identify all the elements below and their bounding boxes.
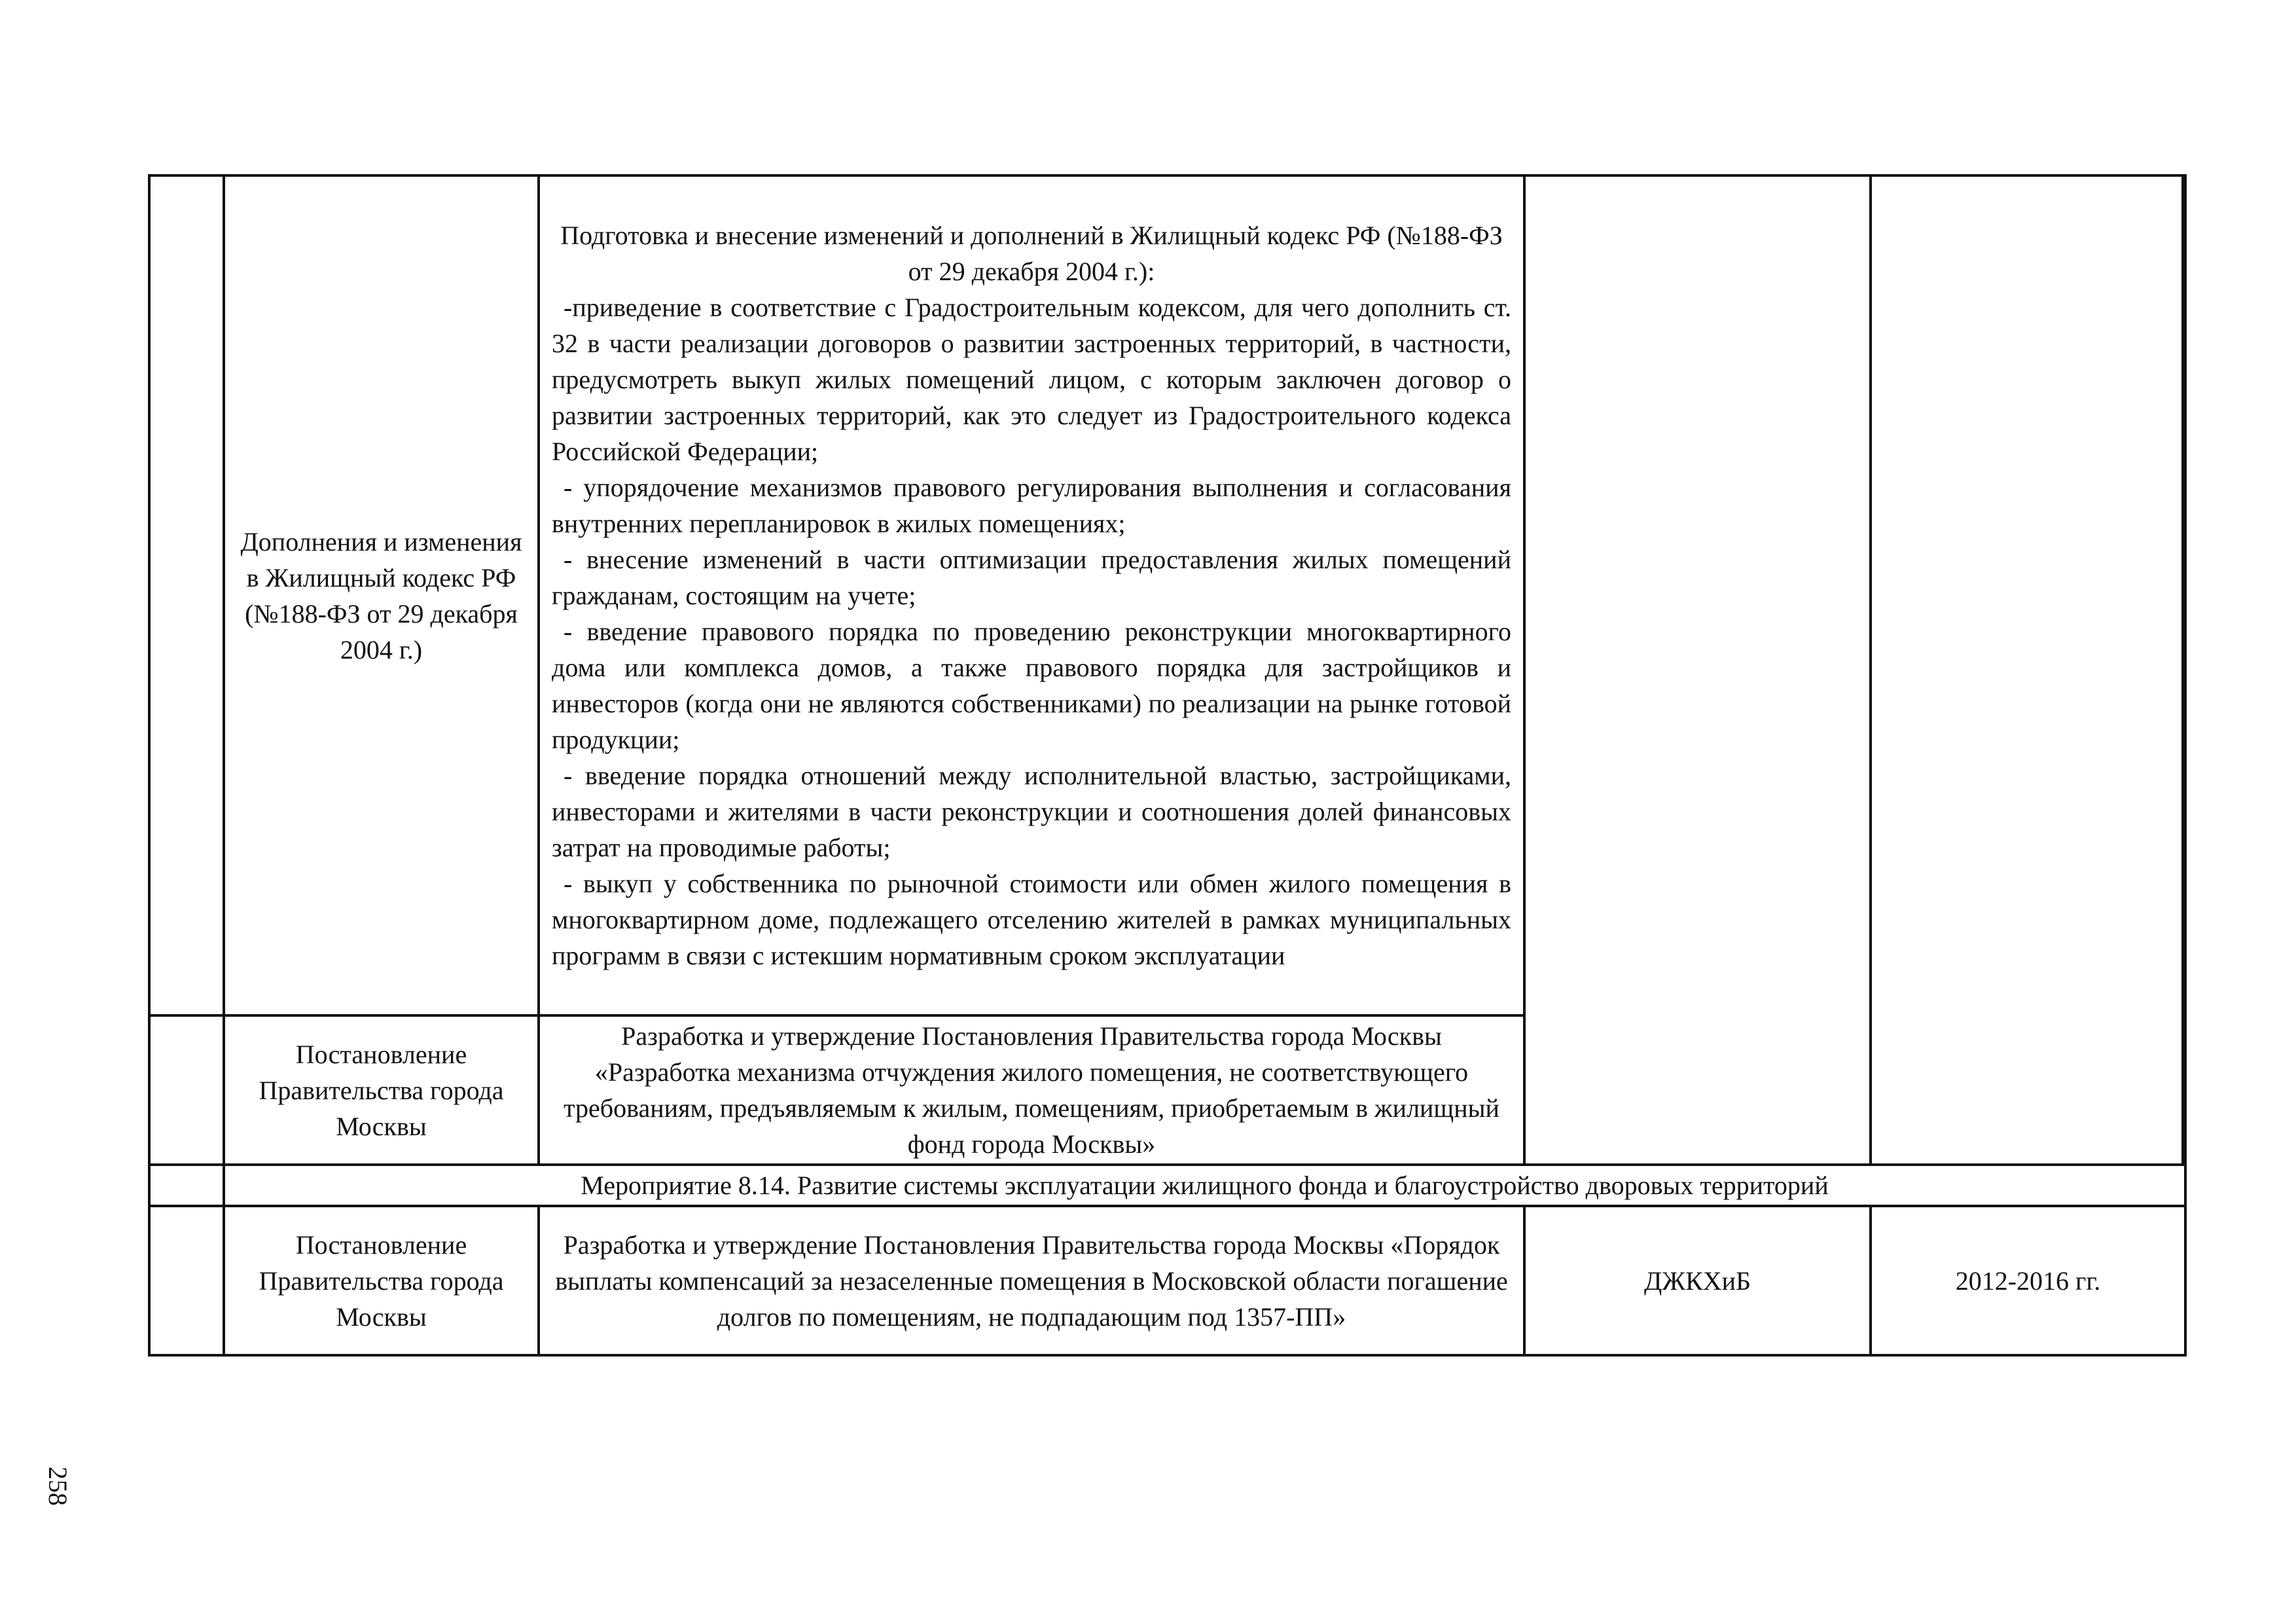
document-name: Постановление Правительства города Москвы	[259, 1039, 504, 1141]
executor-cell	[1524, 175, 1871, 1165]
executor-cell	[1524, 1206, 1871, 1355]
term-cell	[1871, 175, 2183, 1165]
document-cell	[224, 1015, 539, 1165]
section-title: Мероприятие 8.14. Развитие системы эксплуатации жилищного фонда и благоустройство дворовых территорий	[224, 1165, 2185, 1206]
row-number-cell	[149, 1015, 224, 1165]
content-item: - введение порядка отношений между исполнительной властью, застройщиками, инвесторами и жителями в части реконструкции и соотношения долей финансовых затрат на проводимые работы;	[552, 761, 1511, 862]
page-number: 258	[43, 1467, 73, 1506]
content-item: - внесение изменений в части оптимизации предоставления жилых помещений гражданам, состоящим на учете;	[552, 545, 1511, 610]
document-cell	[224, 1206, 539, 1355]
section-row	[149, 1165, 2185, 1206]
content-cell	[539, 1206, 1524, 1355]
table-row	[149, 1206, 2185, 1355]
measures-table	[148, 174, 2187, 1357]
extra-cell	[2183, 175, 2185, 1165]
row-number-cell	[149, 1165, 224, 1206]
document-name: Постановление Правительства города Москвы	[259, 1230, 504, 1332]
content-item: - выкуп у собственника по рыночной стоимости или обмен жилого помещения в многоквартирном доме, подлежащего отселению жителей в рамках муниципальных программ в связи с истекшим нормативным сроком эксплуатации	[552, 869, 1511, 970]
content-item: - упорядочение механизмов правового регулирования выполнения и согласования внутренних перепланировок в жилых помещениях;	[552, 473, 1511, 538]
term-cell	[1871, 1206, 2185, 1355]
content-item: - введение правового порядка по проведению реконструкции многоквартирного дома или комплекса домов, а также правового порядка для застройщиков и инвесторов (когда они не являются собственниками) по реализации на рынке готовой продукции;	[552, 617, 1511, 754]
document-name: Дополнения и изменения в Жилищный кодекс РФ (№188-ФЗ от 29 декабря 2004 г.)	[240, 526, 522, 665]
executor-name: ДЖКХиБ	[1643, 1266, 1751, 1296]
row-number-cell	[149, 1206, 224, 1355]
content-text: Разработка и утверждение Постановления Правительства города Москвы «Порядок выплаты компенсаций за незаселенные помещения в Московской области погашение долгов по помещениям, не подпадающим под 1357-ПП»	[555, 1230, 1508, 1332]
content-cell	[539, 1015, 1524, 1165]
row-number-cell	[149, 175, 224, 1015]
content-cell	[539, 175, 1524, 1015]
content-item: -приведение в соответствие с Градостроительным кодексом, для чего дополнить ст. 32 в части реализации договоров о развитии застроенных территорий, в частности, предусмотреть выкуп жилых помещений лицом, с которым заключен договор о развитии застроенных территорий, как это следует из Градостроительного кодекса Российской Федерации;	[552, 293, 1511, 466]
document-cell	[224, 175, 539, 1015]
content-title: Подготовка и внесение изменений и дополнений в Жилищный кодекс РФ (№188-ФЗ от 29 декабря 2004 г.):	[560, 221, 1503, 286]
term-value: 2012-2016 гг.	[1955, 1266, 2101, 1296]
table-row	[149, 175, 2185, 1015]
content-text: Разработка и утверждение Постановления Правительства города Москвы «Разработка механизма отчуждения жилого помещения, не соответствующего требованиям, предъявляемым к жилым, помещениям, приобретаемым в жилищный фонд города Москвы»	[564, 1021, 1499, 1159]
